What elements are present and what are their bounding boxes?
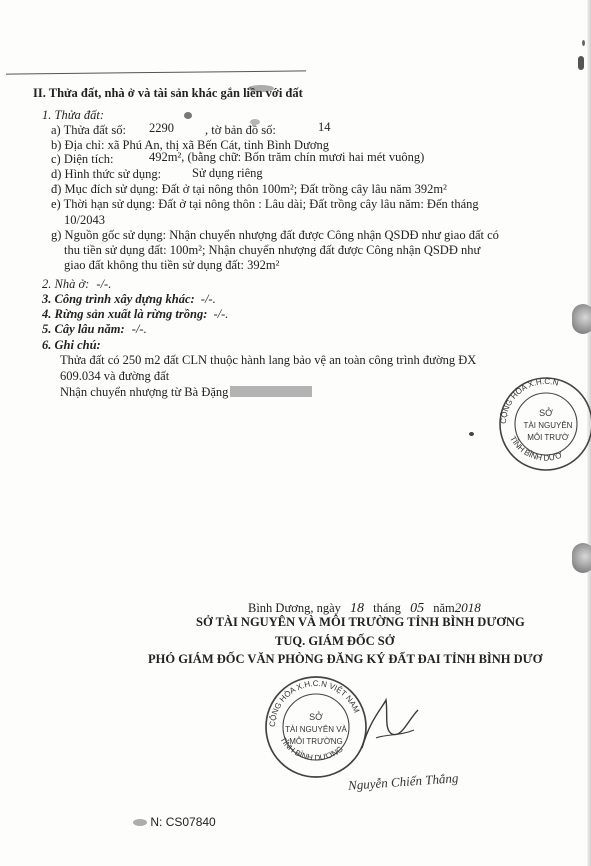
- serial-value: CS07840: [165, 815, 216, 829]
- parcel-line-a: [51, 123, 126, 138]
- side-stamp: [496, 376, 591, 472]
- side-stamp-line1: SỞ: [539, 408, 553, 418]
- authority-line1: SỞ TÀI NGUYÊN VÀ MÔI TRƯỜNG TỈNH BÌNH DƯƠNG: [196, 615, 525, 629]
- parcel-number: 2290: [149, 121, 174, 135]
- side-stamp-line2: TÀI NGUYÊN: [523, 421, 573, 430]
- notes-line1: Thửa đất có 250 m2 đất CLN thuộc hành lang bảo vệ an toàn công trình đường ĐX: [60, 353, 477, 367]
- issue-month-label: tháng: [373, 601, 401, 615]
- notes-line3: Nhận chuyển nhượng từ Bà Đặng: [60, 385, 229, 399]
- ink-smudge: [184, 112, 192, 119]
- parcel-number-label: a) Thửa đất số:: [51, 123, 126, 137]
- ink-smudge: [248, 85, 274, 92]
- serial-number: [133, 815, 216, 829]
- usage-form-value: Sử dụng riêng: [192, 166, 263, 180]
- side-stamp-ring-top: CỘNG HÒA X.H.C.N: [498, 376, 560, 425]
- serial-label: N:: [150, 815, 163, 829]
- issue-year: 2018: [454, 600, 481, 615]
- redacted-name: [230, 386, 312, 397]
- issue-month: 05: [410, 601, 425, 616]
- ink-smudge: [250, 119, 260, 125]
- construction-label: 3. Công trình xây dựng khác:: [42, 292, 195, 306]
- authority-line2: TUQ. GIÁM ĐỐC SỞ: [275, 634, 395, 648]
- scan-line: [6, 70, 306, 74]
- forest-row: [42, 307, 228, 322]
- construction-row: [42, 292, 216, 307]
- notes-heading: 6. Ghi chú:: [42, 338, 101, 352]
- stamp-line1: SỞ: [309, 712, 323, 722]
- forest-label: 4. Rừng sản xuất là rừng trồng:: [42, 307, 208, 321]
- punch-hole-top: [572, 304, 591, 334]
- usage-term-line1: e) Thời hạn sử dụng: Đất ở tại nông thôn : Lâu dài; Đất trồng cây lâu năm: Đến tháng: [51, 197, 479, 211]
- house-value: -/-.: [96, 277, 112, 291]
- map-sheet-number: 14: [318, 120, 331, 134]
- house-row: [42, 277, 111, 292]
- punch-hole-bottom: [572, 543, 591, 573]
- usage-purpose: đ) Mục đích sử dụng: Đất ở tại nông thôn 100m²; Đất trồng cây lâu năm 392m²: [51, 182, 447, 196]
- section-title: II. Thửa đất, nhà ở và tài sản khác gắn liền với đất: [33, 86, 303, 100]
- parcel-heading: 1. Thửa đất:: [42, 108, 105, 122]
- side-stamp-ring-bottom: TỈNH BÌNH DƯƠ: [508, 434, 564, 463]
- stamp-line3: MÔI TRƯỜNG: [289, 737, 343, 746]
- parcel-address: b) Địa chỉ: xã Phú An, thị xã Bến Cát, tỉnh Bình Dương: [51, 138, 329, 152]
- side-stamp-line3: MÔI TRƯỜ: [527, 433, 569, 442]
- stamp-ring-bottom: TỈNH BÌNH DƯƠNG: [278, 735, 345, 763]
- notes-line2: 609.034 và đường đất: [60, 369, 170, 383]
- usage-term-line2: 10/2043: [64, 213, 105, 227]
- parcel-area-value: 492m², (bằng chữ: Bốn trăm chín mươi hai mét vuông): [149, 150, 425, 164]
- map-sheet-label: , tờ bản đồ số:: [205, 123, 276, 137]
- issue-place: Bình Dương, ngày: [248, 601, 341, 615]
- construction-value: -/-.: [200, 292, 216, 306]
- authority-line3: PHÓ GIÁM ĐỐC VĂN PHÒNG ĐĂNG KÝ ĐẤT ĐAI TỈNH BÌNH DƯƠ: [148, 652, 543, 666]
- house-label: 2. Nhà ở:: [42, 277, 90, 291]
- stamp-ring-top: CỘNG HÒA X.H.C.N VIỆT NAM: [267, 678, 362, 728]
- signer-name: Nguyễn Chiến Thắng: [347, 770, 459, 793]
- scan-speck: [582, 40, 585, 46]
- issue-day: 18: [350, 601, 365, 616]
- perennial-value: -/-.: [131, 322, 147, 336]
- signature-mark: [356, 690, 426, 760]
- official-stamp: [264, 675, 368, 779]
- scan-speck: [578, 56, 584, 70]
- parcel-area-label: c) Diện tích:: [51, 152, 114, 166]
- perennial-label: 5. Cây lâu năm:: [42, 322, 125, 336]
- serial-smudge: [133, 819, 147, 826]
- stamp-line2: TÀI NGUYÊN VÀ: [285, 725, 347, 734]
- forest-value: -/-.: [213, 307, 229, 321]
- scan-speck: [469, 432, 474, 436]
- usage-origin-line2: thu tiền sử dụng đất: 100m²; Nhận chuyển nhượng đất được Công nhận QSDĐ như: [64, 243, 481, 257]
- perennial-row: [42, 322, 147, 337]
- usage-origin-line3: giao đất không thu tiền sử dụng đất: 392m²: [64, 258, 280, 272]
- usage-form-label: d) Hình thức sử dụng:: [51, 167, 162, 181]
- usage-origin-line1: g) Nguồn gốc sử dụng: Nhận chuyển nhượng đất được Công nhận QSDĐ như giao đất có: [51, 228, 499, 242]
- issue-year-label: năm: [433, 601, 455, 615]
